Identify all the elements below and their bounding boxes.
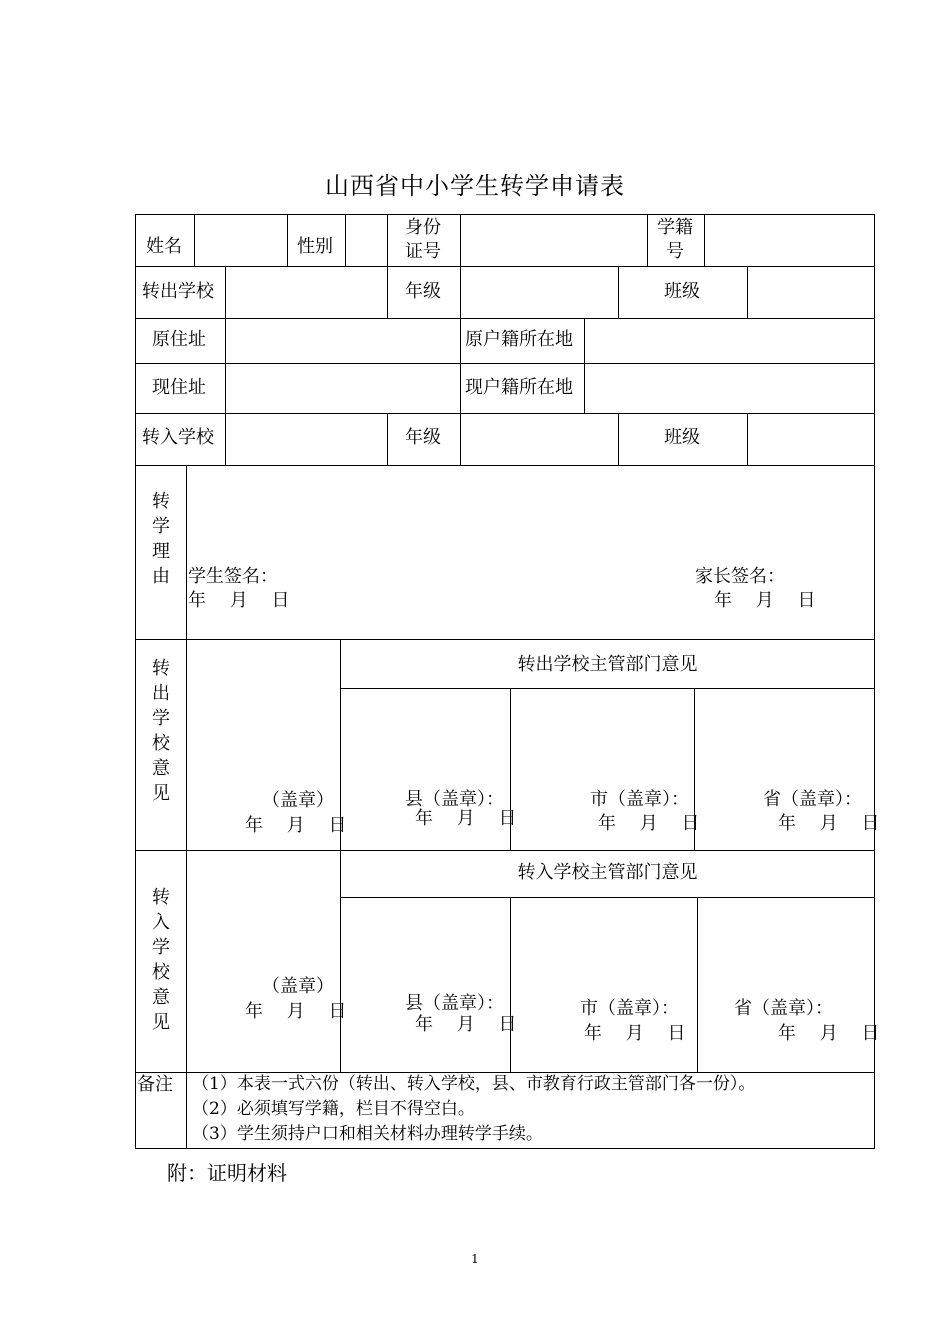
in-city-date: 年 月 日 (584, 1023, 686, 1044)
grid-line (135, 266, 875, 267)
out-school-label: 转出学校 (142, 281, 214, 302)
reason-label: 转学理由 (152, 491, 170, 587)
grid-line (387, 214, 388, 266)
grid-line (387, 266, 388, 318)
in-county-seal: 县（盖章）： (405, 993, 504, 1014)
grid-line (747, 413, 748, 465)
in-city-seal: 市（盖章）： (580, 998, 679, 1019)
grid-line (460, 318, 461, 413)
grid-line (460, 413, 461, 465)
cur-hukou-label: 现户籍所在地 (465, 377, 573, 398)
name-label: 姓名 (146, 236, 182, 257)
grid-line (340, 688, 875, 689)
out-province-seal: 省（盖章）： (763, 789, 862, 810)
cur-address-label: 现住址 (152, 377, 206, 398)
grid-line (340, 897, 875, 898)
grid-line (618, 266, 619, 318)
grid-line (135, 363, 875, 364)
grid-line (697, 897, 698, 1072)
in-school-date: 年 月 日 (245, 1001, 347, 1022)
parent-sign-label: 家长签名： (695, 566, 785, 587)
grid-line (510, 897, 511, 1072)
student-no-label: 学籍号 (657, 217, 693, 262)
grid-line (287, 214, 288, 266)
grid-line (874, 214, 875, 1149)
grid-line (387, 413, 388, 465)
grid-line (194, 214, 195, 266)
grid-line (186, 1072, 187, 1148)
grid-line (135, 318, 875, 319)
orig-address-label: 原住址 (152, 329, 206, 350)
remarks-label: 备注 (137, 1074, 173, 1095)
out-city-date: 年 月 日 (598, 813, 700, 834)
grid-line (135, 850, 875, 851)
grid-line (135, 214, 136, 1149)
out-county-seal: 县（盖章）： (405, 789, 504, 810)
grid-line (186, 465, 187, 1072)
out-school-date: 年 月 日 (245, 815, 347, 836)
grid-line (225, 413, 226, 465)
in-school-seal: （盖章） (262, 976, 334, 997)
in-opinion-label: 转入学校意见 (152, 887, 170, 1033)
out-opinion-label: 转出学校意见 (152, 658, 170, 804)
grid-line (647, 214, 648, 266)
id-card-label: 身份证号 (405, 217, 441, 262)
grid-line (460, 266, 461, 318)
gender-label: 性别 (297, 236, 333, 257)
class-label: 班级 (664, 281, 700, 302)
in-authority-header: 转入学校主管部门意见 (517, 862, 698, 883)
student-sign-label: 学生签名： (188, 566, 278, 587)
in-school-label: 转入学校 (142, 427, 214, 448)
out-city-seal: 市（盖章）： (590, 789, 689, 810)
grid-line (225, 266, 226, 318)
remark-line: （2）必须填写学籍，栏目不得空白。 (192, 1099, 475, 1119)
grid-line (618, 413, 619, 465)
in-province-seal: 省（盖章）： (734, 998, 833, 1019)
grid-line (135, 413, 875, 414)
in-county-date: 年 月 日 (415, 1014, 517, 1035)
page-number: 1 (471, 1252, 479, 1266)
grid-line (460, 214, 461, 266)
class-label: 班级 (664, 427, 700, 448)
grid-line (747, 266, 748, 318)
remark-line: （1）本表一式六份（转出、转入学校，县、市教育行政主管部门各一份）。 (192, 1074, 756, 1094)
grid-line (584, 318, 585, 413)
out-authority-header: 转出学校主管部门意见 (517, 654, 698, 675)
grid-line (704, 214, 705, 266)
grid-line (135, 1148, 875, 1149)
form-title: 山西省中小学生转学申请表 (325, 172, 625, 200)
grid-line (135, 214, 875, 215)
attachment-note: 附：证明材料 (167, 1161, 287, 1185)
grid-line (345, 214, 346, 266)
grade-label: 年级 (405, 427, 441, 448)
grade-label: 年级 (405, 281, 441, 302)
parent-sign-date: 年 月 日 (714, 590, 816, 611)
grid-line (135, 465, 875, 466)
orig-hukou-label: 原户籍所在地 (465, 329, 573, 350)
out-county-date: 年 月 日 (415, 808, 517, 829)
out-school-seal: （盖章） (262, 790, 334, 811)
student-sign-date: 年 月 日 (188, 590, 290, 611)
in-province-date: 年 月 日 (778, 1023, 880, 1044)
out-province-date: 年 月 日 (778, 813, 880, 834)
grid-line (225, 318, 226, 413)
remark-line: （3）学生须持户口和相关材料办理转学手续。 (192, 1124, 543, 1144)
grid-line (135, 639, 875, 640)
